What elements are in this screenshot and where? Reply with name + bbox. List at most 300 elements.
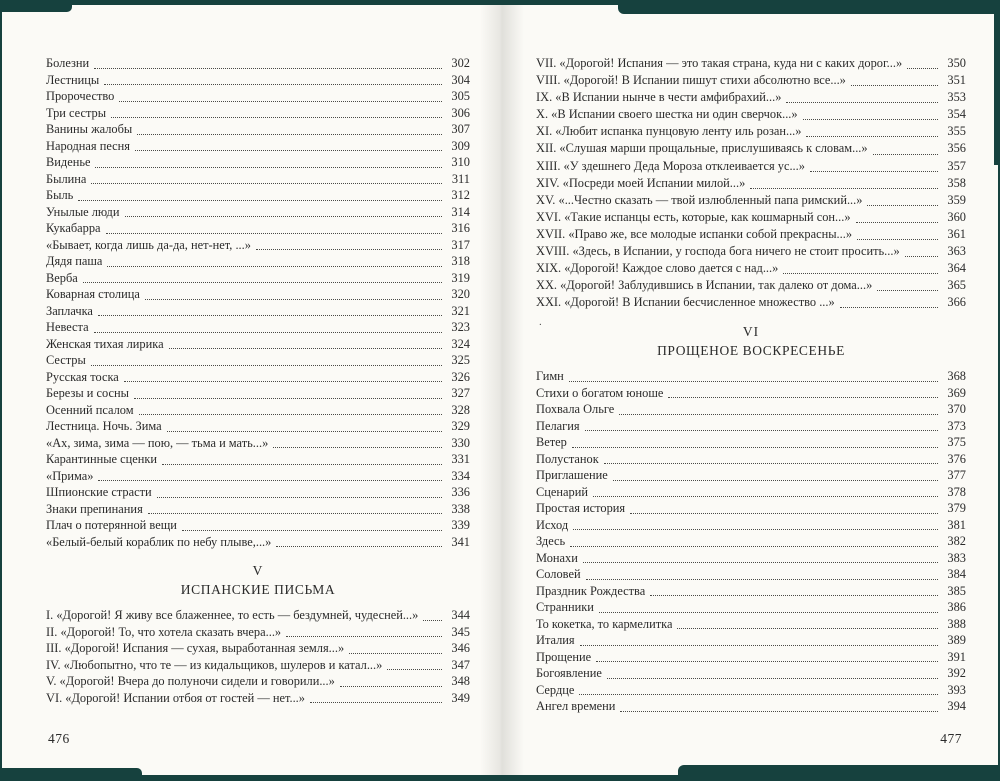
dot-leader	[573, 529, 938, 530]
entry-page: 312	[451, 188, 470, 202]
entry-page: 302	[451, 56, 470, 70]
entry-title: Русская тоска	[46, 369, 119, 384]
toc-entry	[536, 434, 966, 451]
entry-title: Ветер	[536, 435, 567, 450]
dot-leader	[613, 480, 938, 481]
entry-title: Знаки препинания	[46, 501, 143, 516]
dot-leader	[91, 365, 442, 366]
entry-page: 353	[947, 90, 966, 105]
entry-page: 386	[947, 600, 966, 615]
toc-entry	[46, 657, 470, 674]
entry-page: 350	[947, 56, 966, 70]
toc-entry	[46, 418, 470, 435]
toc-entry	[536, 158, 966, 175]
toc-entry	[536, 583, 966, 600]
toc-entry	[46, 319, 470, 336]
dot-leader	[276, 546, 442, 547]
entry-page: 331	[451, 452, 470, 466]
entry-title: Праздник Рождества	[536, 583, 646, 598]
section-number: VI	[742, 324, 760, 340]
dot-leader	[579, 694, 938, 695]
toc-entry	[536, 484, 966, 501]
entry-title: VIII. «Дорогой! В Испании пишут стихи абсолютно все...»	[536, 73, 846, 88]
toc-entry	[536, 533, 966, 550]
toc-entry	[46, 253, 470, 270]
dot-leader	[107, 266, 442, 267]
entry-title: Пелагия	[536, 418, 580, 433]
dot-leader	[810, 171, 938, 172]
entry-page: 325	[451, 353, 470, 367]
toc-entry	[46, 607, 470, 624]
toc-entry	[536, 260, 966, 277]
entry-title: Верба	[46, 270, 78, 285]
entry-page: 334	[451, 468, 470, 483]
entry-page: 320	[451, 287, 470, 301]
dot-leader	[607, 678, 938, 679]
toc-entry	[536, 616, 966, 633]
dot-leader	[134, 398, 442, 399]
dot-leader	[856, 222, 938, 223]
entry-title: Прощение	[536, 649, 592, 664]
dot-leader	[877, 290, 938, 291]
dot-leader	[78, 200, 442, 201]
toc-entry	[46, 121, 470, 138]
entry-page: 346	[451, 641, 470, 655]
dot-leader	[98, 315, 442, 316]
toc-entry	[536, 698, 966, 715]
dot-leader	[387, 669, 442, 670]
dot-leader	[857, 239, 938, 240]
book-spread	[2, 5, 998, 775]
entry-title: XVI. «Такие испанцы есть, которые, как кошмарный сон...»	[536, 209, 851, 224]
toc-entry	[46, 501, 470, 518]
toc-list-spanish-letters-1	[46, 607, 470, 706]
entry-page: 360	[947, 209, 966, 224]
toc-entry	[46, 402, 470, 419]
toc-entry	[536, 106, 966, 123]
entry-title: Стихи о богатом юноше	[536, 385, 664, 400]
entry-title: XII. «Слушая марши прощальные, прислушиваясь к словам...»	[536, 141, 868, 156]
entry-title: Здесь	[536, 534, 566, 549]
toc-entry	[536, 451, 966, 468]
toc-entry	[46, 640, 470, 657]
toc-entry	[46, 468, 470, 485]
dot-leader	[95, 167, 442, 168]
toc-entry	[46, 55, 470, 72]
toc-entry	[536, 243, 966, 260]
toc-entry	[46, 72, 470, 89]
entry-page: 326	[451, 369, 470, 384]
toc-entry	[46, 204, 470, 221]
entry-title: Богоявление	[536, 666, 602, 681]
toc-entry	[46, 624, 470, 641]
page-number-right: 477	[940, 730, 962, 746]
entry-title: «Ах, зима, зима — пою, — тьма и мать...»	[46, 435, 269, 450]
dot-leader	[783, 273, 938, 274]
toc-entry	[46, 237, 470, 254]
entry-title: Пророчество	[46, 89, 115, 103]
toc-entry	[536, 89, 966, 106]
entry-title: Полустанок	[536, 451, 599, 466]
dot-leader	[569, 381, 938, 382]
entry-title: То кокетка, то кармелитка	[536, 616, 673, 631]
entry-title: Три сестры	[46, 105, 107, 120]
toc-entry	[46, 105, 470, 122]
entry-title: Лестница. Ночь. Зима	[46, 419, 162, 433]
entry-title: Кукабарра	[46, 221, 101, 235]
toc-entry	[536, 632, 966, 649]
toc-entry	[536, 123, 966, 140]
entry-page: 324	[451, 336, 470, 351]
toc-entry	[536, 175, 966, 192]
dot-leader	[145, 299, 442, 300]
dot-leader	[167, 431, 442, 432]
entry-title: Заплачка	[46, 303, 93, 318]
toc-list-spanish-letters-2	[536, 55, 966, 311]
entry-page: 316	[451, 221, 470, 235]
section-number: V	[252, 563, 264, 578]
entry-page: 376	[947, 451, 966, 466]
entry-page: 375	[947, 435, 966, 450]
entry-title: Монахи	[536, 550, 578, 565]
dot-leader	[349, 653, 442, 654]
scan-edge-top-left	[2, 5, 72, 12]
toc-entry	[46, 138, 470, 155]
toc-entry	[46, 171, 470, 188]
dot-leader	[840, 307, 938, 308]
toc-entry	[536, 682, 966, 699]
entry-page: 359	[947, 192, 966, 207]
entry-page: 306	[451, 105, 470, 120]
dot-leader	[94, 332, 442, 333]
entry-title: XV. «...Честно сказать — твой излюбленный папа римский...»	[536, 192, 863, 207]
dot-leader	[585, 430, 938, 431]
entry-page: 314	[451, 204, 470, 219]
dot-leader	[572, 447, 938, 448]
entry-title: Простая история	[536, 501, 626, 516]
entry-title: XIV. «Посреди моей Испании милой...»	[536, 175, 746, 190]
toc-entry	[46, 187, 470, 204]
toc-entry	[46, 690, 470, 707]
dot-leader	[806, 136, 938, 137]
dot-leader	[310, 702, 442, 703]
toc-entry	[536, 665, 966, 682]
dot-leader	[677, 628, 938, 629]
dot-leader	[668, 397, 938, 398]
entry-page: 328	[451, 402, 470, 417]
entry-title: Ангел времени	[536, 699, 616, 714]
scan-artifact-dot: .	[539, 316, 542, 328]
toc-entry	[536, 550, 966, 567]
section-heading-v	[46, 563, 470, 598]
dot-leader	[580, 645, 938, 646]
dot-leader	[873, 154, 938, 155]
entry-title: X. «В Испании своего шестка ни один сверчок...»	[536, 107, 798, 122]
entry-title: Унылые люди	[46, 204, 120, 219]
scan-edge-bottom-right	[678, 765, 998, 775]
entry-title: Осенний псалом	[46, 402, 134, 417]
entry-page: 369	[947, 385, 966, 400]
dot-leader	[630, 513, 938, 514]
entry-page: 377	[947, 468, 966, 483]
toc-entry	[46, 484, 470, 501]
entry-page: 368	[947, 369, 966, 384]
toc-entry	[46, 88, 470, 105]
entry-title: IX. «В Испании нынче в чести амфибрахий...»	[536, 90, 782, 105]
dot-leader	[83, 282, 442, 283]
entry-title: Лестницы	[46, 72, 100, 87]
entry-page: 349	[451, 690, 470, 705]
entry-title: XIII. «У здешнего Деда Мороза отклеивается ус...»	[536, 158, 805, 173]
entry-page: 311	[451, 171, 470, 186]
entry-title: XIX. «Дорогой! Каждое слово дается с над...»	[536, 261, 779, 276]
entry-title: Плач о потерянной вещи	[46, 518, 177, 532]
right-page	[536, 5, 966, 775]
dot-leader	[94, 68, 442, 69]
dot-leader	[119, 101, 442, 102]
toc-entry	[536, 517, 966, 534]
dot-leader	[867, 205, 938, 206]
toc-entry	[536, 401, 966, 418]
dot-leader	[162, 464, 442, 465]
dot-leader	[340, 686, 442, 687]
entry-title: VII. «Дорогой! Испания — это такая страна, куда ни с каких дорог...»	[536, 56, 903, 70]
dot-leader	[423, 620, 442, 621]
scan-edge-top-right	[618, 5, 998, 14]
dot-leader	[596, 661, 938, 662]
section-title: ИСПАНСКИЕ ПИСЬМА	[180, 581, 336, 597]
entry-title: Невеста	[46, 320, 89, 334]
entry-title: Соловей	[536, 567, 581, 582]
entry-page: 392	[947, 666, 966, 681]
entry-title: «Прима»	[46, 468, 94, 483]
entry-title: XXI. «Дорогой! В Испании бесчисленное множество ...»	[536, 295, 835, 310]
toc-entry	[536, 599, 966, 616]
entry-page: 385	[947, 583, 966, 598]
dot-leader	[169, 348, 442, 349]
entry-title: Быль	[46, 188, 74, 202]
entry-page: 388	[947, 616, 966, 631]
entry-title: Былина	[46, 171, 87, 186]
dot-leader	[786, 102, 938, 103]
entry-page: 323	[451, 320, 470, 334]
entry-page: 373	[947, 418, 966, 433]
entry-page: 305	[451, 89, 470, 103]
entry-title: XVIII. «Здесь, в Испании, у господа бога ничего не стоит просить...»	[536, 244, 900, 259]
toc-entry	[536, 294, 966, 311]
dot-leader	[148, 513, 442, 514]
entry-page: 327	[451, 386, 470, 400]
dot-leader	[111, 117, 442, 118]
entry-title: Приглашение	[536, 468, 608, 483]
entry-title: Гимн	[536, 369, 564, 384]
toc-entry	[46, 534, 470, 551]
entry-title: Дядя паша	[46, 254, 103, 268]
dot-leader	[803, 119, 938, 120]
toc-entry	[536, 55, 966, 72]
dot-leader	[182, 530, 442, 531]
entry-page: 366	[947, 295, 966, 310]
toc-entry	[46, 286, 470, 303]
dot-leader	[124, 381, 442, 382]
entry-title: XVII. «Право же, все молодые испанки собой прекрасны...»	[536, 226, 853, 241]
entry-title: II. «Дорогой! То, что хотела сказать вчера...»	[46, 624, 282, 639]
dot-leader	[570, 546, 938, 547]
entry-title: Березы и сосны	[46, 386, 129, 400]
entry-page: 344	[451, 608, 470, 622]
entry-page: 381	[947, 517, 966, 532]
toc-entry	[536, 209, 966, 226]
dot-leader	[604, 463, 938, 464]
toc-entry	[536, 226, 966, 243]
toc-entry	[46, 369, 470, 386]
entry-page: 379	[947, 501, 966, 516]
toc-entry	[536, 649, 966, 666]
page-number-left: 476	[48, 730, 70, 746]
toc-entry	[46, 451, 470, 468]
entry-title: «Белый-белый кораблик по небу плыве,...»	[46, 534, 272, 549]
toc-entry	[46, 517, 470, 534]
entry-page: 307	[451, 122, 470, 136]
toc-list-left	[46, 55, 470, 550]
dot-leader	[907, 68, 938, 69]
entry-page: 345	[451, 624, 470, 639]
entry-title: XX. «Дорогой! Заблудившись в Испании, так далеко от дома...»	[536, 278, 873, 293]
entry-page: 348	[451, 674, 470, 688]
entry-page: 317	[451, 237, 470, 252]
entry-page: 364	[947, 261, 966, 276]
toc-entry	[46, 303, 470, 320]
entry-title: Народная песня	[46, 138, 130, 153]
entry-page: 351	[947, 73, 966, 88]
dot-leader	[157, 497, 442, 498]
entry-page: 358	[947, 175, 966, 190]
entry-title: Женская тихая лирика	[46, 336, 164, 351]
dot-leader	[593, 496, 938, 497]
entry-page: 361	[947, 226, 966, 241]
entry-page: 384	[947, 567, 966, 582]
dot-leader	[125, 216, 443, 217]
scan-edge-right	[994, 5, 998, 165]
dot-leader	[91, 183, 442, 184]
toc-entry	[536, 385, 966, 402]
toc-entry	[536, 418, 966, 435]
toc-entry	[536, 368, 966, 385]
entry-page: 304	[451, 72, 470, 87]
dot-leader	[286, 636, 442, 637]
dot-leader	[104, 84, 442, 85]
entry-title: Похвала Ольге	[536, 402, 615, 417]
entry-page: 356	[947, 141, 966, 156]
entry-page: 341	[451, 534, 470, 549]
entry-page: 357	[947, 158, 966, 173]
entry-page: 318	[451, 254, 470, 268]
entry-page: 363	[947, 244, 966, 259]
entry-page: 382	[947, 534, 966, 549]
entry-title: Сценарий	[536, 484, 588, 499]
entry-page: 355	[947, 124, 966, 139]
entry-page: 310	[451, 155, 470, 169]
scan-edge-bottom-left	[2, 768, 142, 775]
entry-title: VI. «Дорогой! Испании отбоя от гостей — нет...»	[46, 690, 305, 705]
dot-leader	[599, 612, 938, 613]
entry-title: XI. «Любит испанка пунцовую ленту иль розан...»	[536, 124, 802, 139]
entry-title: «Бывает, когда лишь да-да, нет-нет, ...»	[46, 237, 251, 252]
entry-page: 383	[947, 550, 966, 565]
entry-page: 329	[451, 419, 470, 433]
toc-entry	[46, 336, 470, 353]
entry-title: Карантинные сценки	[46, 452, 158, 466]
entry-title: Шпионские страсти	[46, 485, 152, 499]
entry-title: Сестры	[46, 353, 86, 367]
dot-leader	[256, 249, 442, 250]
toc-entry	[46, 673, 470, 690]
section-heading-vi	[536, 324, 966, 359]
entry-page: 393	[947, 682, 966, 697]
toc-entry	[536, 500, 966, 517]
entry-title: I. «Дорогой! Я живу все блаженнее, то есть — бездумней, чудесней...»	[46, 608, 419, 622]
entry-title: V. «Дорогой! Вчера до полуночи сидели и говорили...»	[46, 674, 335, 688]
entry-page: 394	[947, 699, 966, 714]
entry-page: 330	[451, 435, 470, 450]
dot-leader	[620, 711, 938, 712]
entry-page: 365	[947, 278, 966, 293]
dot-leader	[650, 595, 938, 596]
toc-entry	[536, 277, 966, 294]
entry-page: 378	[947, 484, 966, 499]
toc-entry	[536, 140, 966, 157]
dot-leader	[137, 134, 442, 135]
entry-title: Болезни	[46, 56, 90, 70]
entry-page: 370	[947, 402, 966, 417]
entry-page: 338	[451, 501, 470, 516]
entry-page: 391	[947, 649, 966, 664]
dot-leader	[851, 85, 938, 86]
toc-entry	[46, 385, 470, 402]
entry-title: Странники	[536, 600, 594, 615]
entry-title: Сердце	[536, 682, 575, 697]
dot-leader	[583, 562, 938, 563]
dot-leader	[98, 480, 442, 481]
dot-leader	[139, 414, 442, 415]
dot-leader	[106, 233, 442, 234]
left-page	[46, 5, 470, 775]
entry-title: Исход	[536, 517, 569, 532]
toc-list-right	[536, 368, 966, 715]
dot-leader	[750, 188, 938, 189]
toc-entry	[46, 220, 470, 237]
entry-page: 339	[451, 518, 470, 532]
toc-entry	[46, 352, 470, 369]
entry-page: 321	[451, 303, 470, 318]
entry-page: 336	[451, 485, 470, 499]
entry-page: 309	[451, 138, 470, 153]
dot-leader	[619, 414, 938, 415]
entry-title: III. «Дорогой! Испания — сухая, выработанная земля...»	[46, 641, 345, 655]
dot-leader	[905, 256, 938, 257]
toc-entry	[46, 154, 470, 171]
toc-entry	[536, 467, 966, 484]
entry-title: Коварная столица	[46, 287, 140, 301]
entry-title: Италия	[536, 633, 575, 648]
entry-page: 354	[947, 107, 966, 122]
entry-title: IV. «Любопытно, что те — из кидальщиков, шулеров и катал...»	[46, 657, 383, 672]
entry-title: Ванины жалобы	[46, 122, 133, 136]
page-gutter-shadow	[480, 5, 524, 775]
toc-entry	[46, 270, 470, 287]
dot-leader	[273, 447, 442, 448]
entry-page: 347	[451, 657, 470, 672]
